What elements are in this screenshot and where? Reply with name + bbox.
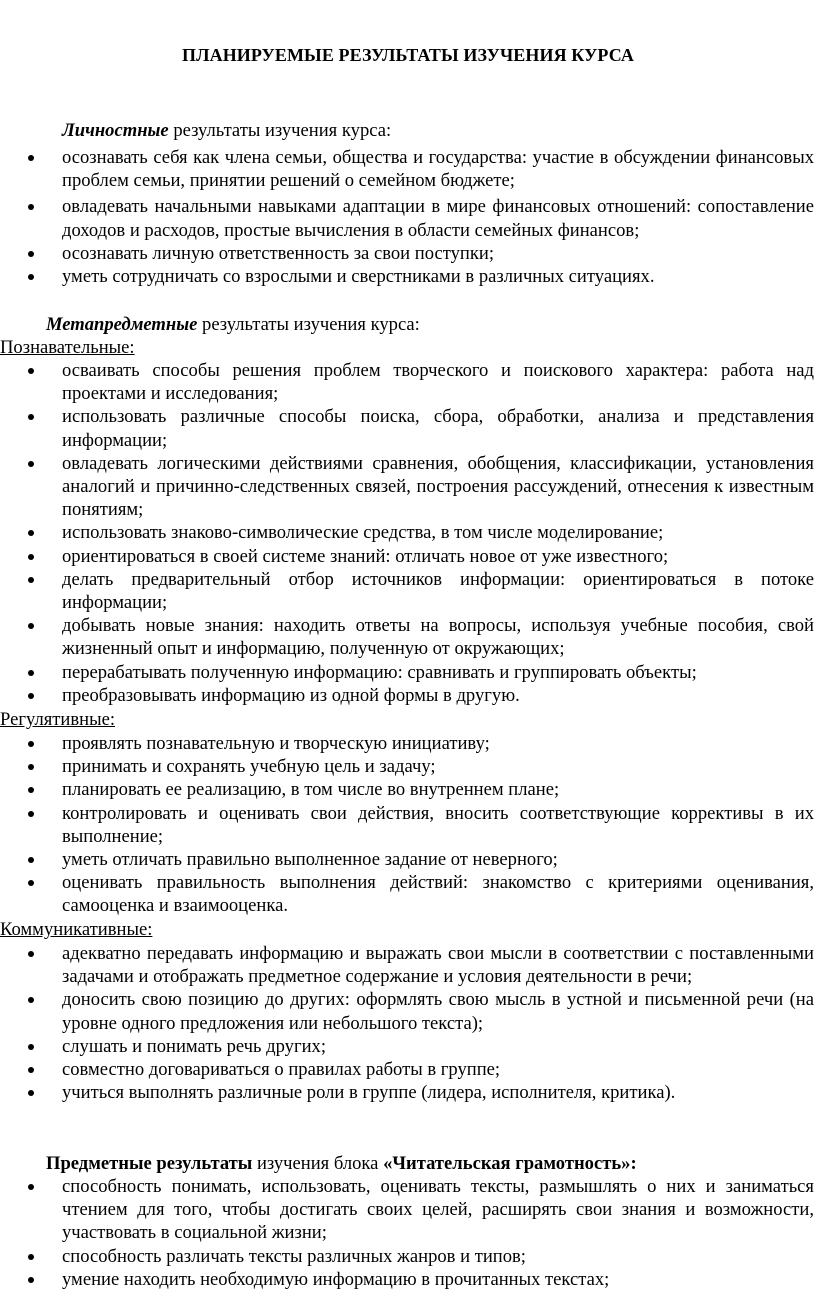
subject-heading (46, 1152, 637, 1175)
list-item: овладевать начальными навыками адаптации в мире финансовых отношений: сопоставление доходов и расходов, простые вычисления в области семейных финансов; (0, 195, 816, 241)
list-item: делать предварительный отбор источников информации: ориентироваться в потоке информации; (0, 568, 816, 614)
list-item: слушать и понимать речь других; (0, 1035, 816, 1058)
bullet-icon (28, 1067, 34, 1073)
list-item: совместно договариваться о правилах работы в группе; (0, 1058, 816, 1081)
bullet-icon (28, 787, 34, 793)
bullet-icon (28, 274, 34, 280)
bullet-icon (28, 461, 34, 467)
bullet-icon (28, 368, 34, 374)
subject-list (0, 1175, 816, 1291)
bullet-icon (28, 1090, 34, 1096)
document-title: ПЛАНИРУЕМЫЕ РЕЗУЛЬТАТЫ ИЗУЧЕНИЯ КУРСА (181, 45, 635, 65)
list-item: овладевать логическими действиями сравнения, обобщения, классификации, установления аналогий и причинно-следственных связей, построения рассуждений, отнесения к известным понятиям; (0, 452, 816, 522)
list-item: контролировать и оценивать свои действия, вносить соответствующие коррективы в их выполнение; (0, 802, 816, 848)
list-item: осознавать себя как члена семьи, общества и государства: участие в обсуждении финансовых проблем семьи, принятии решений о семейном бюджете; (0, 146, 816, 192)
bullet-icon (28, 554, 34, 560)
list-item: способность различать тексты различных жанров и типов; (0, 1245, 816, 1268)
list-item: ориентироваться в своей системе знаний: отличать новое от уже известного; (0, 545, 816, 568)
list-item: умение находить необходимую информацию в прочитанных текстах; (0, 1268, 816, 1291)
list-item: адекватно передавать информацию и выражать свои мысли в соответствии с поставленными задачами и отображать предметное содержание и условия деятельности в речи; (0, 942, 816, 988)
subject-heading-bold2: «Читательская грамотность»: (383, 1153, 637, 1174)
bullet-icon (28, 1254, 34, 1260)
bullet-icon (28, 155, 34, 161)
subject-heading-mid: изучения блока (252, 1153, 384, 1174)
bullet-icon (28, 880, 34, 886)
list-item: уметь отличать правильно выполненное задание от неверного; (0, 848, 816, 871)
meta-heading-bold: Метапредметные (46, 314, 198, 335)
regulatory-label: Регулятивные: (0, 709, 116, 730)
bullet-icon (28, 951, 34, 957)
list-item: оценивать правильность выполнения действий: знакомство с критериями оценивания, самооценка и взаимооценка. (0, 871, 816, 917)
bullet-icon (28, 414, 34, 420)
personal-heading-rest: результаты изучения курса: (168, 120, 392, 141)
list-item: уметь сотрудничать со взрослыми и сверстниками в различных ситуациях. (0, 265, 816, 288)
list-item: добывать новые знания: находить ответы на вопросы, используя учебные пособия, свой жизненный опыт и информацию, полученную от окружающих; (0, 614, 816, 660)
bullet-icon (28, 857, 34, 863)
communicative-list (0, 942, 816, 1104)
list-item: планировать ее реализацию, в том числе во внутреннем плане; (0, 778, 816, 801)
list-item: использовать знаково-символические средства, в том числе моделирование; (0, 521, 816, 544)
bullet-icon (28, 623, 34, 629)
list-item: преобразовывать информацию из одной формы в другую. (0, 684, 816, 707)
personal-list (0, 146, 816, 288)
list-item: осознавать личную ответственность за свои поступки; (0, 242, 816, 265)
list-item: перерабатывать полученную информацию: сравнивать и группировать объекты; (0, 661, 816, 684)
bullet-icon (28, 1184, 34, 1190)
cognitive-label: Познавательные: (0, 337, 135, 358)
bullet-icon (28, 1277, 34, 1283)
cognitive-list (0, 359, 816, 707)
bullet-icon (28, 577, 34, 583)
list-item: учиться выполнять различные роли в группе (лидера, исполнителя, критика). (0, 1081, 816, 1104)
personal-heading (62, 119, 391, 142)
bullet-icon (28, 764, 34, 770)
regulatory-list (0, 732, 816, 918)
meta-heading (46, 313, 420, 336)
bullet-icon (28, 997, 34, 1003)
subject-heading-bold: Предметные результаты (46, 1153, 253, 1174)
list-item: использовать различные способы поиска, сбора, обработки, анализа и представления информации; (0, 405, 816, 451)
bullet-icon (28, 811, 34, 817)
meta-heading-rest: результаты изучения курса: (197, 314, 420, 335)
bullet-icon (28, 251, 34, 257)
communicative-label: Коммуникативные: (0, 919, 153, 940)
bullet-icon (28, 741, 34, 747)
bullet-icon (28, 204, 34, 210)
bullet-icon (28, 670, 34, 676)
personal-heading-bold: Личностные (62, 120, 169, 141)
bullet-icon (28, 530, 34, 536)
list-item: способность понимать, использовать, оценивать тексты, размышлять о них и заниматься чтением для того, чтобы достигать своих целей, расширять свои знания и возможности, участвовать в социальной жизни; (0, 1175, 816, 1245)
list-item: принимать и сохранять учебную цель и задачу; (0, 755, 816, 778)
bullet-icon (28, 1044, 34, 1050)
list-item: осваивать способы решения проблем творческого и поискового характера: работа над проектами и исследования; (0, 359, 816, 405)
list-item: проявлять познавательную и творческую инициативу; (0, 732, 816, 755)
list-item: доносить свою позицию до других: оформлять свою мысль в устной и письменной речи (на уровне одного предложения или небольшого текста); (0, 988, 816, 1034)
bullet-icon (28, 693, 34, 699)
